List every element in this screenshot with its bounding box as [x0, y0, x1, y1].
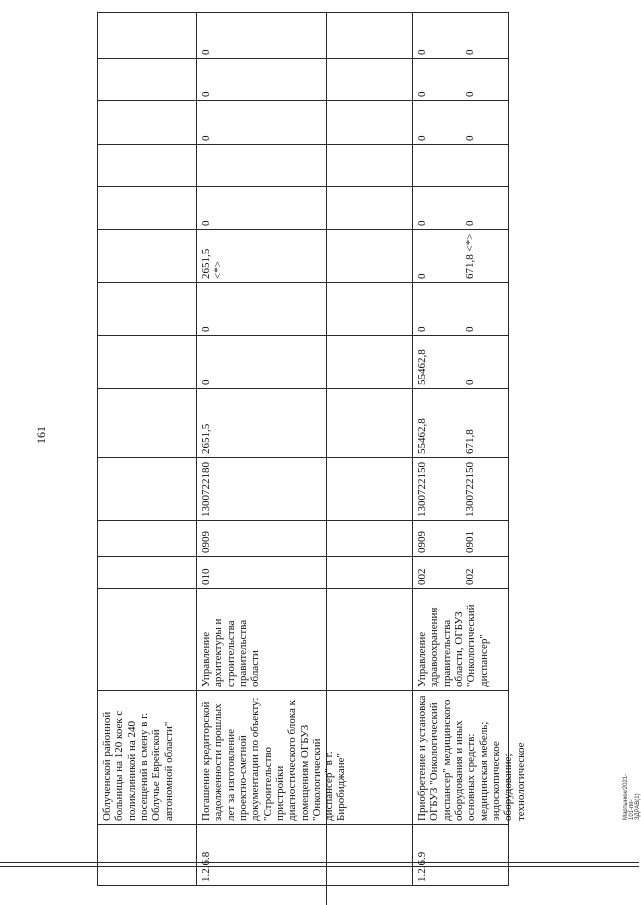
- table-cell-v2022: 0: [464, 326, 476, 332]
- table-cell-rzpr: 0901: [464, 531, 476, 553]
- table-cell-v2026: 0: [464, 135, 476, 141]
- column-border: [97, 556, 509, 557]
- table-cell-name: Погашение кредиторской задолженности прошлых лет за изготовление проектно-сметной документации по объекту: "Строительство пристройки диагностического блока к помещениям ОГБУЗ "Онкологический диспансер" в г. Биробиджане": [200, 697, 348, 821]
- table-cell-executor: Управление здравоохранения правительства области, ОГБУЗ "Онкологический диспансер": [416, 604, 490, 687]
- table-cell-csr: 1300722180: [200, 462, 212, 517]
- table-cell-csr: 1300722150: [416, 462, 428, 517]
- column-border: [97, 144, 509, 145]
- table-cell-name: Приобретение и установка ОГБУЗ "Онкологический диспансер" медицинского оборудования и иных основных средств: медицинская мебель; эндоскопическое оборудование; технологическое: [416, 695, 527, 821]
- table-cell-v2024: 0: [464, 220, 476, 226]
- table-cell-v2024: 0: [200, 220, 212, 226]
- document-code: Мартынюк/2021-101-пп-ЗДРАВ(1): [623, 773, 641, 820]
- column-border: [97, 588, 509, 589]
- table-cell-total: 55462,8: [416, 418, 428, 454]
- row-border: [196, 12, 197, 886]
- column-border: [97, 388, 509, 389]
- table-cell-name: Облученской районной больницы на 120 коек с поликлиникой на 240 посещений в смену в г. Облучье Еврейской автономной области": [101, 710, 175, 821]
- table-cell-v2021: 0: [464, 379, 476, 385]
- table-cell-v2023: 0: [416, 273, 428, 279]
- table-cell-grbs: 010: [200, 568, 212, 585]
- table-cell-total: 671,8: [464, 429, 476, 454]
- row-border: [412, 12, 413, 886]
- table-cell-v2026: 0: [416, 135, 428, 141]
- column-border: [97, 12, 509, 13]
- row-border: [97, 12, 98, 886]
- column-border: [97, 520, 509, 521]
- table-cell-total: 2651,5: [200, 423, 212, 454]
- column-border: [97, 690, 509, 691]
- table-cell-executor: Управление архитектуры и строительства правительства области: [200, 618, 262, 687]
- table-cell-grbs: 002: [416, 568, 428, 585]
- page-number: 161: [34, 426, 48, 444]
- table-cell-v2027: 0: [416, 91, 428, 97]
- table-cell-v2021: 0: [200, 379, 212, 385]
- table-cell-v2027: 0: [200, 91, 212, 97]
- column-border: [97, 58, 509, 59]
- table-cell-v2022: 0: [416, 326, 428, 332]
- table-cell-csr: 1300722150: [464, 462, 476, 517]
- table-cell-rzpr: 0909: [200, 531, 212, 553]
- table-cell-v2027: 0: [464, 91, 476, 97]
- table-cell-v2024: 0: [416, 220, 428, 226]
- column-border: [97, 457, 509, 458]
- column-border: [97, 824, 509, 825]
- table-cell-id: 1.2.6.8: [200, 851, 212, 882]
- column-border: [97, 186, 509, 187]
- column-border: [97, 100, 509, 101]
- table-cell-v2022: 0: [200, 326, 212, 332]
- column-border: [97, 229, 509, 230]
- table-cell-v2023: 671,8 <*>: [464, 233, 476, 279]
- column-border: [97, 885, 509, 886]
- table-cell-grbs: 002: [464, 568, 476, 585]
- column-border: [97, 282, 509, 283]
- table-cell-v2023: 2651,5 <*>: [200, 248, 225, 279]
- table-cell-v2021: 55462,8: [416, 349, 428, 385]
- table-cell-id: 1.2.6.9: [416, 851, 428, 882]
- table-cell-v2028: 0: [464, 49, 476, 55]
- table-cell-rzpr: 0909: [416, 531, 428, 553]
- table-cell-v2028: 0: [200, 49, 212, 55]
- column-border: [97, 335, 509, 336]
- table-cell-v2028: 0: [416, 49, 428, 55]
- table-cell-v2026: 0: [200, 135, 212, 141]
